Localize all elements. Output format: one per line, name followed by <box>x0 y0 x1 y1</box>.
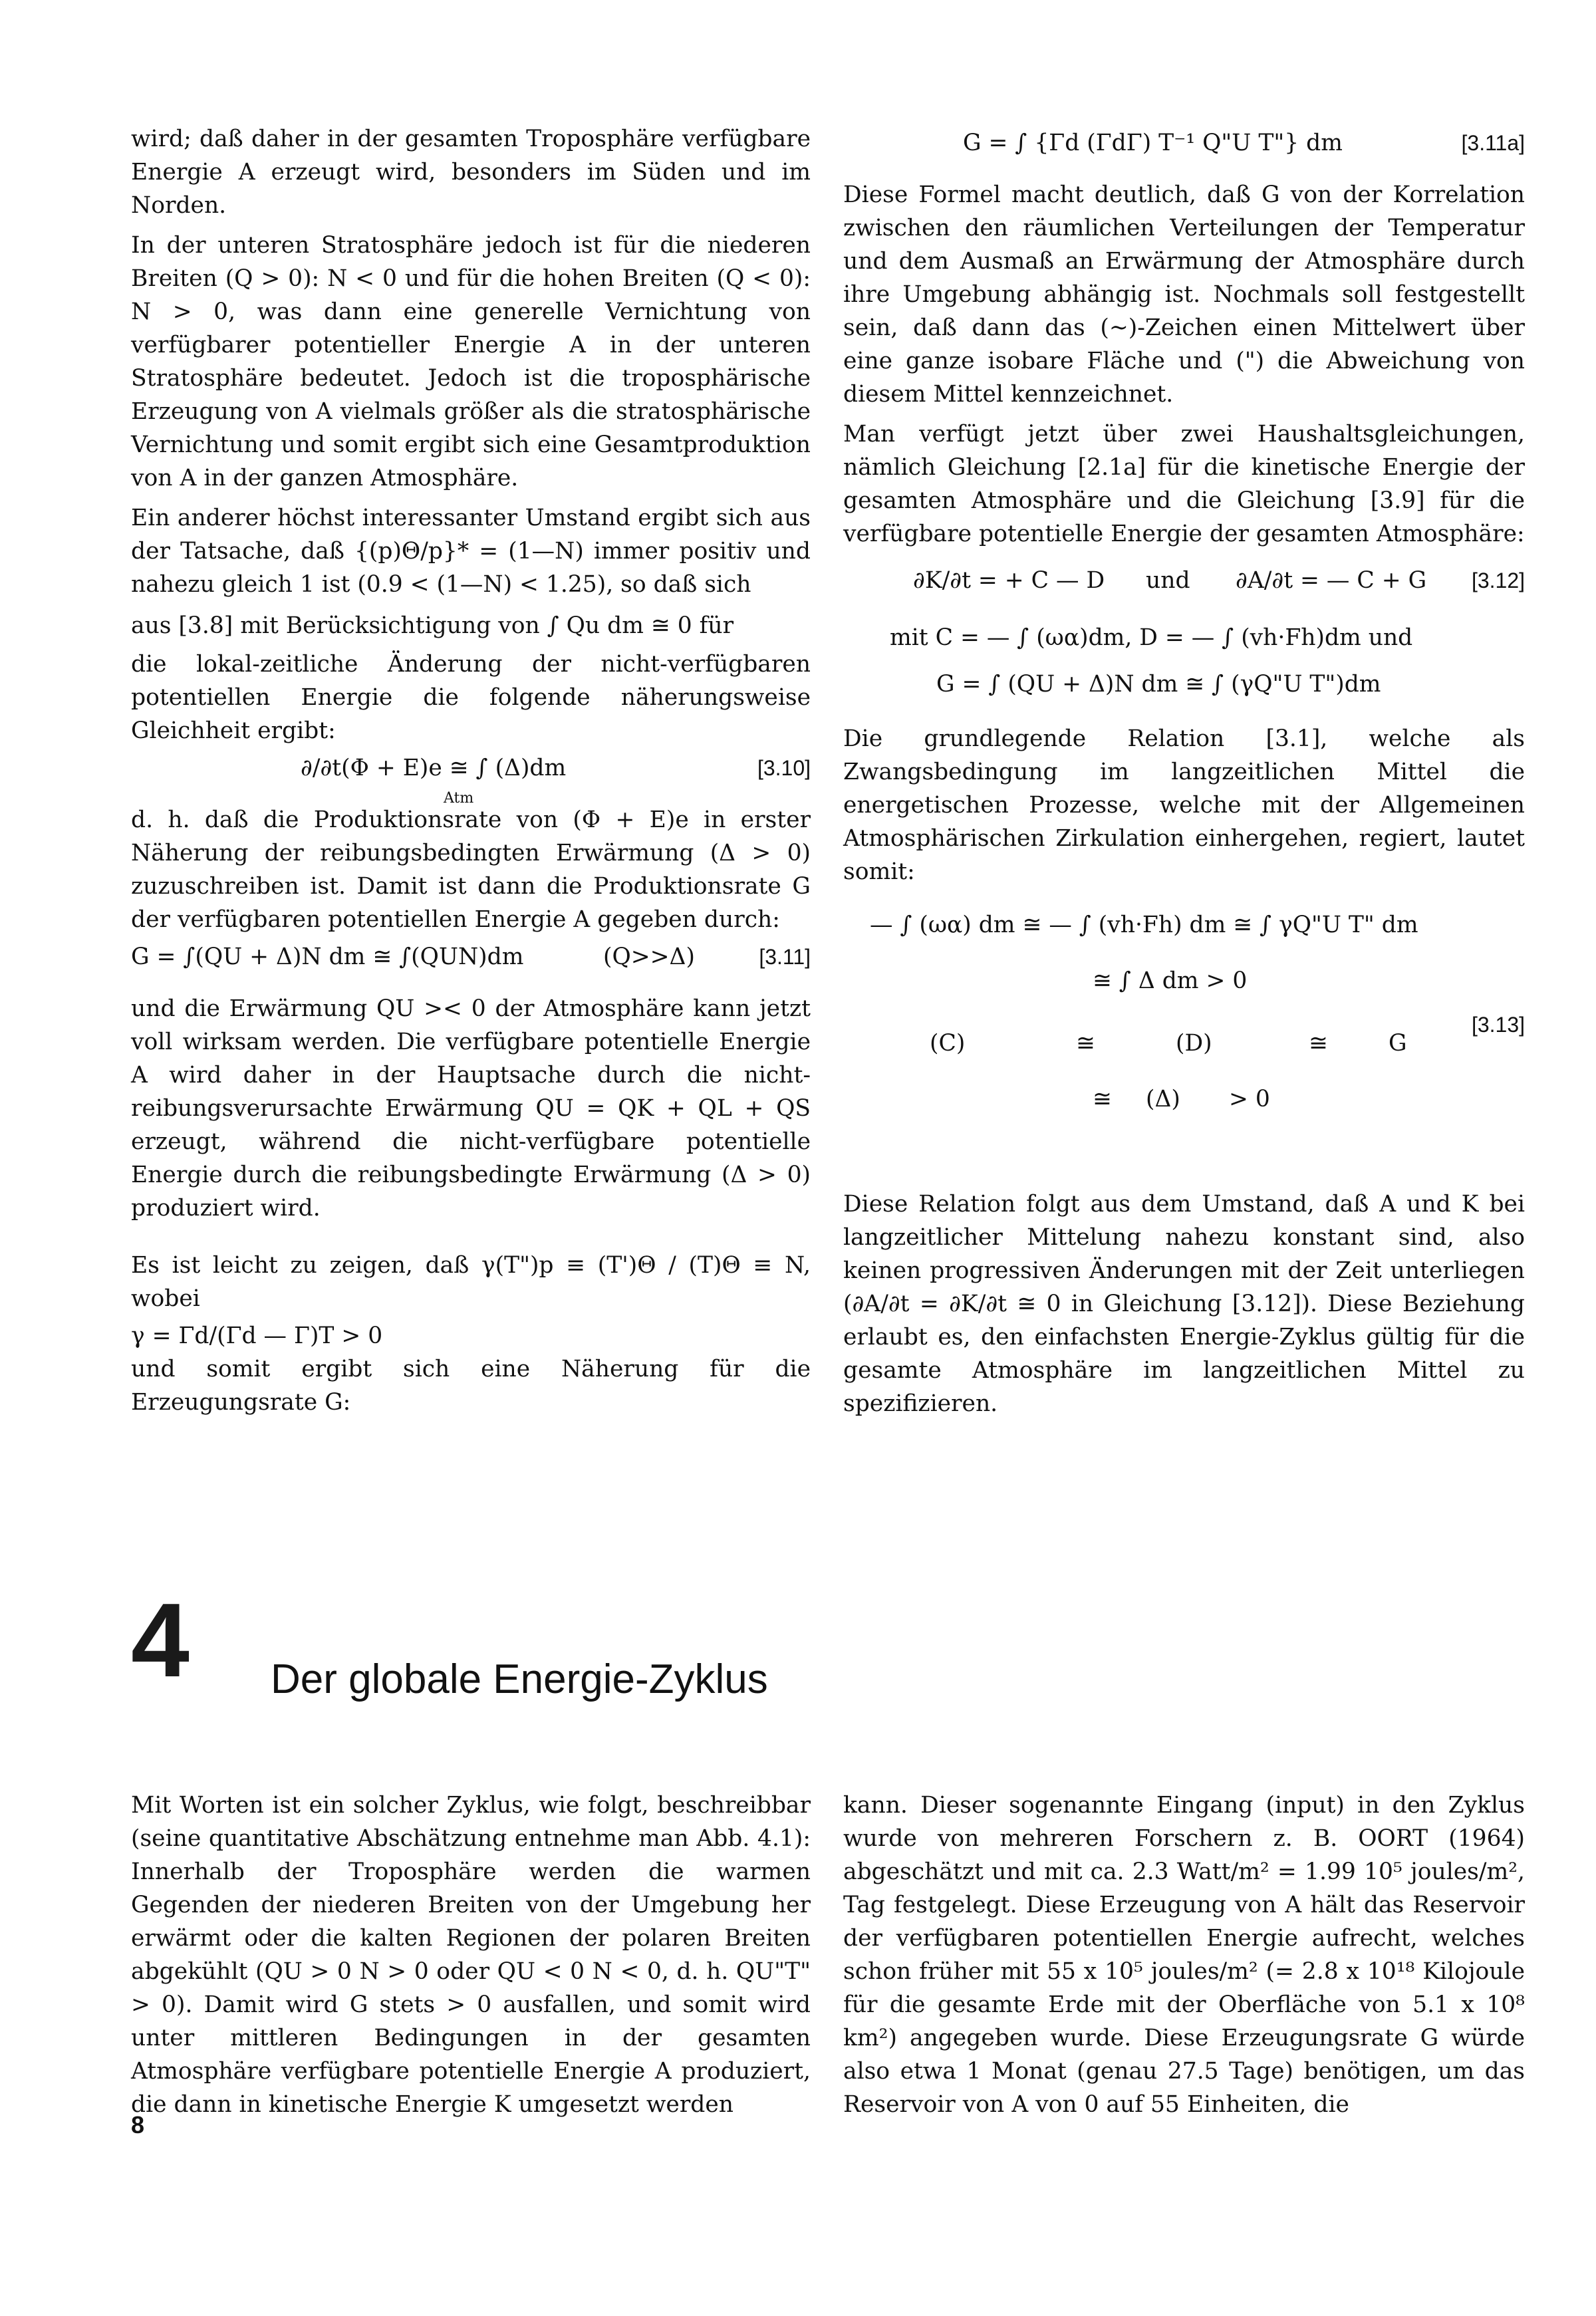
equation-3-11 <box>131 940 811 988</box>
equation-3-11a-body: G = ∫ {Γd (ΓdΓ) T⁻¹ Q"U T"} dm <box>963 130 1343 156</box>
bottom-right-column <box>843 1789 1525 2121</box>
right-column <box>843 122 1525 1420</box>
equation-3-12-line-2-body: mit C = — ∫ (ωα)dm, D = — ∫ (vh·Fh)dm und <box>890 624 1413 651</box>
chapter-title: Der globale Energie-Zyklus <box>271 1656 768 1702</box>
equation-3-13-line-3-g: G <box>1389 1030 1407 1057</box>
chapter-number: 4 <box>131 1582 190 1699</box>
right-paragraph-3: Die grundlegende Relation [3.1], welche als Zwangsbedingung im langzeitlichen Mittel die energetischen Prozesse, welche mit der Allgemeinen Atmosphärischen Zirkulation einhergehen, regiert, lautet somit: <box>843 725 1525 885</box>
equation-3-12-left: ∂K/∂t = + C — D <box>913 567 1105 594</box>
bottom-left-paragraph: Mit Worten ist ein solcher Zyklus, wie folgt, beschreibbar (seine quantitative Abschätzung entnehme man Abb. 4.1): Innerhalb der Troposphäre werden die warmen Gegenden der niederen Breiten von der Umgebung her erwärmt oder die kalten Regionen der polaren Breiten abgekühlt (QU > 0 N > 0 oder QU < 0 N < 0, d. h. QU"T" > 0). Damit wird G stets > 0 ausfallen, und somit wird unter mittleren Bedingungen in der gesamten Atmosphäre verfügbare potentielle Energie A produziert, die dann in kinetische Energie K umgesetzt werden <box>131 1792 811 2118</box>
equation-3-13-line-3-c: (C) <box>930 1030 966 1057</box>
equation-3-11-number: [3.11] <box>759 945 811 969</box>
page-number: 8 <box>131 2111 145 2138</box>
equation-3-10-body: ∂/∂t(Φ + E)e ≅ ∫ (Δ)dm <box>301 755 567 781</box>
equation-3-12-line-3-body: G = ∫ (QU + Δ)N dm ≅ ∫ (γQ"U T")dm <box>936 671 1381 698</box>
equation-3-12-number: [3.12] <box>1471 569 1525 592</box>
left-paragraph-5: und die Erwärmung QU >< 0 der Atmosphäre kann jetzt voll wirksam werden. Die verfügbare potentielle Energie A wird daher in der Hauptsache durch die nicht-reibungsverursachte Erwärmung QU = QK + QL + QS erzeugt, während die nicht-verfügbare potentielle Energie durch die reibungsbedingte Erwärmung (Δ > 0) produziert wird. <box>131 995 811 1222</box>
equation-3-13-line-4 <box>843 1083 1525 1125</box>
right-paragraph-1: Diese Formel macht deutlich, daß G von der Korrelation zwischen den räumlichen Verteilungen der Temperatur und dem Ausmaß an Erwärmung der Atmosphäre durch ihre Umgebung abhängig ist. Nochmals soll festgestellt sein, daß dann das (~)-Zeichen einen Mittelwert über eine ganze isobare Fläche und (") die Abweichung von diesem Mittel kennzeichnet. <box>843 182 1525 408</box>
equation-3-12-line-2 <box>843 621 1525 664</box>
equation-3-13-line-3 <box>843 1027 1525 1069</box>
left-paragraph-6b: γ = Γd/(Γd — Γ)T > 0 <box>131 1323 383 1349</box>
equation-3-13-line-4-approx: ≅ <box>1093 1086 1112 1112</box>
equation-3-12-line-3 <box>843 668 1525 718</box>
equation-3-13-line-1-body: — ∫ (ωα) dm ≅ — ∫ (vh·Fh) dm ≅ ∫ γQ"U T" dm <box>870 912 1418 938</box>
equation-3-10-number: [3.10] <box>757 756 811 780</box>
equation-3-13 <box>843 908 1525 1188</box>
equation-3-13-line-2 <box>843 964 1525 1007</box>
right-paragraph-2: Man verfügt jetzt über zwei Haushaltsgleichungen, nämlich Gleichung [2.1a] für die kinetische Energie der gesamten Atmosphäre und die Gleichung [3.9] für die verfügbare potentielle Energie der gesamten Atmosphäre: <box>843 421 1525 547</box>
equation-3-12-and: und <box>1146 567 1190 594</box>
left-paragraph-3a: Ein anderer höchst interessanter Umstand ergibt sich aus der Tatsache, daß {(p)Θ/p}* = (1—N) immer positiv und nahezu gleich 1 ist (0.9 < (1—N) < 1.25), so daß sich <box>131 505 811 598</box>
equation-3-10-subscript: Atm <box>444 790 474 807</box>
equation-3-13-line-3-d: (D) <box>1176 1030 1212 1057</box>
equation-3-13-line-4-delta: (Δ) <box>1146 1086 1180 1112</box>
left-paragraph-6c: und somit ergibt sich eine Näherung für die Erzeugungsrate G: <box>131 1356 811 1416</box>
left-column <box>131 122 811 1419</box>
left-paragraph-3c: die lokal-zeitliche Änderung der nicht-verfügbaren potentiellen Energie die folgende näherungsweise Gleichheit ergibt: <box>131 651 811 744</box>
equation-3-13-line-2-body: ≅ ∫ Δ dm > 0 <box>1093 967 1248 994</box>
chapter-heading <box>131 1582 1528 1706</box>
equation-3-11a-number: [3.11a] <box>1461 131 1525 155</box>
equation-3-10 <box>131 751 811 807</box>
equation-3-13-line-1 <box>843 908 1525 951</box>
left-paragraph-2: In der unteren Stratosphäre jedoch ist für die niederen Breiten (Q > 0): N < 0 und für die hohen Breiten (Q < 0): N > 0, was dann eine generelle Vernichtung von verfügbarer potentieller Energie A in der unteren Stratosphäre bedeutet. Jedoch ist die troposphärische Erzeugung von A vielmals größer als die stratosphärische Vernichtung und somit ergibt sich eine Gesamtproduktion von A in der ganzen Atmosphäre. <box>131 232 811 491</box>
equation-3-13-line-3-approx-2: ≅ <box>1309 1030 1328 1057</box>
equation-3-12-right: ∂A/∂t = — C + G <box>1236 567 1427 594</box>
equation-3-13-line-3-approx-1: ≅ <box>1076 1030 1095 1057</box>
bottom-left-column <box>131 1789 811 2121</box>
left-paragraph-1: wird; daß daher in der gesamten Troposphäre verfügbare Energie A erzeugt wird, besonders im Süden und im Norden. <box>131 126 811 219</box>
right-paragraph-4: Diese Relation folgt aus dem Umstand, daß A und K bei langzeitlicher Mittelung nahezu konstant sind, also keinen progressiven Änderungen mit der Zeit unterliegen (∂A/∂t = ∂K/∂t ≅ 0 in Gleichung [3.12]). Diese Beziehung erlaubt es, den einfachsten Energie-Zyklus gültig für die gesamte Atmosphäre im langzeitlichen Mittel zu spezifizieren. <box>843 1191 1525 1417</box>
equation-3-13-line-4-gt: > 0 <box>1229 1086 1270 1112</box>
left-paragraph-3b: aus [3.8] mit Berücksichtigung von ∫ Qu dm ≅ 0 für <box>131 612 734 639</box>
left-paragraph-4: d. h. daß die Produktionsrate von (Φ + E)e in erster Näherung der reibungsbedingten Erwärmung (Δ > 0) zuzuschreiben ist. Damit ist dann die Produktionsrate G der verfügbaren potentiellen Energie A gegeben durch: <box>131 807 811 933</box>
bottom-right-paragraph: kann. Dieser sogenannte Eingang (input) in den Zyklus wurde von mehreren Forschern z. B. OORT (1964) abgeschätzt und mit ca. 2.3 Watt/m² = 1.99 10⁵ joules/m², Tag festgelegt. Diese Erzeugung von A hält das Reservoir der verfügbaren potentiellen Energie aufrecht, welches schon früher mit 55 x 10⁵ joules/m² (= 2.8 x 10¹⁸ Kilojoule für die gesamte Erde mit der Oberfläche von 5.1 x 10⁸ km²) angegeben wurde. Diese Erzeugungsrate G würde also etwa 1 Monat (genau 27.5 Tage) benötigen, um das Reservoir von A von 0 auf 55 Einheiten, die <box>843 1792 1525 2118</box>
equation-3-11-condition: (Q>>Δ) <box>603 944 695 970</box>
equation-3-11a <box>843 126 1525 174</box>
left-paragraph-6a: Es ist leicht zu zeigen, daß γ(T")p ≡ (T')Θ / (T)Θ ≡ N, wobei <box>131 1252 811 1312</box>
equation-3-12 <box>843 564 1525 617</box>
equation-3-13-number: [3.13] <box>1471 1013 1525 1037</box>
equation-3-11-body: G = ∫(QU + Δ)N dm ≅ ∫(QUN)dm <box>131 944 524 970</box>
